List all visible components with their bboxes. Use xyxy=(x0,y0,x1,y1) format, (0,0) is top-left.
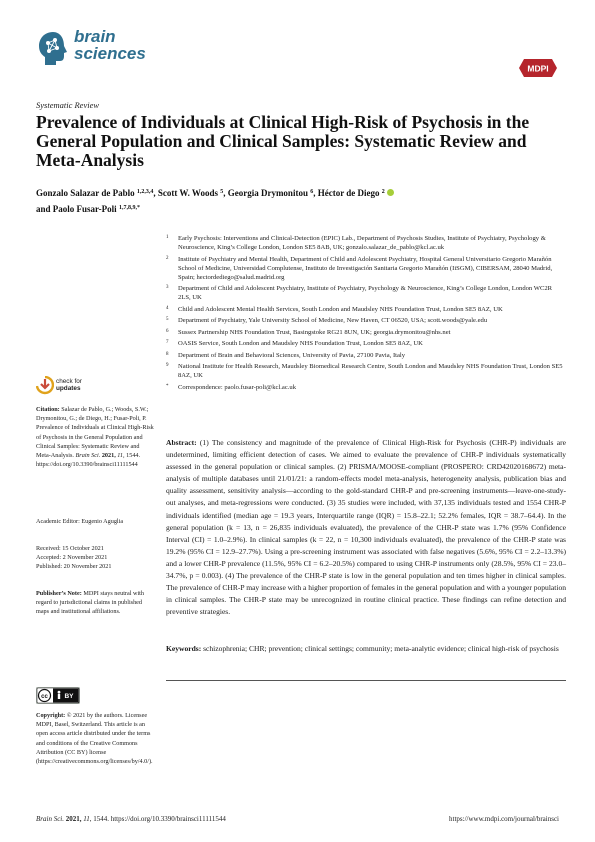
section-divider xyxy=(166,680,566,681)
brain-logo-icon xyxy=(36,30,70,68)
check-for-updates-button[interactable] xyxy=(36,374,96,400)
author-name: Georgia Drymonitou xyxy=(227,188,308,198)
author-name: Héctor de Diego xyxy=(317,188,380,198)
affiliation-number: * xyxy=(166,383,169,389)
abstract xyxy=(166,437,566,618)
affiliation-item xyxy=(166,383,566,392)
affiliation-number: 9 xyxy=(166,363,169,369)
citation-label: Citation: xyxy=(36,406,60,413)
author-affiliation-ref: 1,7,8,9,* xyxy=(118,205,140,211)
affiliation-item xyxy=(166,316,566,325)
cc-by-license-icon[interactable] xyxy=(36,687,80,704)
affiliation-text: Child and Adolescent Mental Health Services, South London and Maudsley NHS Foundation Trust, London SE5 8AZ, UK xyxy=(178,305,503,313)
affiliation-number: 3 xyxy=(166,285,169,291)
publisher-note-text: MDPI stays neutral with regard to jurisdictional claims in published maps and institutional affiliations. xyxy=(36,590,144,616)
affiliation-text: Early Psychosis: Interventions and Clinical-Detection (EPIC) Lab., Department of Psychosis Studies, Institute of Psychiatry, Psychology & Neuroscience, King’s College London, London SE5 8AB, UK; gonzalo.salazar_de_pablo@kcl.ac.uk xyxy=(178,235,546,252)
affiliation-item xyxy=(166,339,566,348)
affiliation-number: 4 xyxy=(166,305,169,311)
affiliation-text: Department of Psychiatry, Yale University School of Medicine, New Haven, CT 06520, USA; scott.woods@yale.edu xyxy=(178,317,488,325)
article-title: Prevalence of Individuals at Clinical High-Risk of Psychosis in the General Population and Clinical Samples: Systematic Review and Meta-Analysis xyxy=(36,112,530,170)
abstract-text: (1) The consistency and magnitude of the prevalence of Clinical High-Risk for Psychosis (CHR-P) individuals are undetermined, limiting efficient detection of cases. We aimed to evaluate the prevalence of CHR-P individuals systematically assessed in the general population or clinical samples. (2) PRISMA/MOOSE-compliant (PROSPERO: CRD42020168672) meta-analysis of multiple databases until 21/01/21: a random-effects model meta-analysis, heterogeneity analysis, publication bias and quality assessment, sensitivity analysis—according to the gold-standard CHR-P and pre-screening instruments—leave-one-study-out analyses, and meta-regressions were conducted. (3) 35 studies were included, with 37,135 individuals tested and 1554 CHR-P individuals identified (median age = 19.3 years, Interquartile range (IQR) = 15.8–22.1; 52.2% females, IQR = 38.7–64.4). In the general population (k = 13, n = 26,835 individuals evaluated), the prevalence of the CHR-P state was 1.7% (95% Confidence Interval (CI) = 1.0–2.9%). In clinical samples (k = 22, n = 10,300 individuals evaluated), the prevalence of the CHR-P state was 19.2% (95% CI = 12.9–27.7%). Using a pre-screening instrument was associated with false negatives (5.6%, 95% CI = 2.2–13.3%) and a lower CHR-P prevalence (11.5%, 95% CI = 6.2–20.5%) compared to using CHR-P instruments only (28.5%, 95% CI = 23.0–34.7%, p = 0.003). (4) The prevalence of the CHR-P state is low in the general population and ten times higher in clinical samples. The prevalence of CHR-P may increase with a higher proportion of females in the general population and with a younger population in clinical samples. The CHR-P state may be unrecognized in routine clinical practice. These findings can refine detection and preventive strategies. xyxy=(166,438,567,617)
keywords-text: schizophrenia; CHR; prevention; clinical settings; community; meta-analytic evidence; clinical high-risk of psychosis xyxy=(203,644,559,653)
journal-name-line1: brain xyxy=(74,27,116,46)
affiliations xyxy=(166,234,566,394)
article-type: Systematic Review xyxy=(36,100,100,110)
mdpi-logo xyxy=(518,58,558,78)
footer-citation xyxy=(36,815,226,823)
copyright-block xyxy=(36,711,154,766)
citation-doi-link[interactable]: 1544. https://doi.org/10.3390/brainsci11111544 xyxy=(36,452,141,469)
footer-doi-link[interactable]: 1544. https://doi.org/10.3390/brainsci11111544 xyxy=(93,815,226,823)
author-affiliation-ref: 5 xyxy=(220,189,224,195)
accepted-date: Accepted: 2 November 2021 xyxy=(36,554,108,562)
footer-year: 2021, xyxy=(65,815,82,823)
published-date: Published: 20 November 2021 xyxy=(36,563,112,571)
affiliation-text: Sussex Partnership NHS Foundation Trust, Basingstoke RG21 8UN, UK; georgia.drymonitou@nhs.net xyxy=(178,328,451,336)
cc-label: cc xyxy=(41,693,48,700)
keywords-label: Keywords: xyxy=(166,644,202,653)
footer-journal-url[interactable]: https://www.mdpi.com/journal/brainsci xyxy=(449,815,559,823)
affiliation-item xyxy=(166,284,566,302)
affiliation-item xyxy=(166,255,566,282)
author-affiliation-ref: 6 xyxy=(310,189,314,195)
check-updates-line1: check for xyxy=(56,378,82,385)
affiliation-number: 7 xyxy=(166,340,169,346)
author-affiliation-ref: 1,2,3,4 xyxy=(136,189,154,195)
citation-block xyxy=(36,405,154,469)
citation-volume: 11, xyxy=(117,452,125,460)
publisher-note-label: Publisher’s Note: xyxy=(36,590,82,597)
author-name: Gonzalo Salazar de Pablo xyxy=(36,188,135,198)
affiliation-number: 8 xyxy=(166,351,169,357)
author-list: Gonzalo Salazar de Pablo $^{1,2,3,4}$, Scott W. Woods $^5$, Georgia Drymonitou $^6$, Héctor de Diego $^2$ and Paolo Fusar-Poli $^{1,7,8,9,*}$ xyxy=(36,185,566,217)
affiliation-text: Department of Brain and Behavioral Sciences, University of Pavia, 27100 Pavia, Italy xyxy=(178,351,406,359)
citation-text: Salazar de Pablo, G.; Woods, S.W.; Drymonitou, G.; de Diego, H.; Fusar-Poli, P. Prevalence of Individuals at Clinical High-Risk of Psychosis in the General Population and Clinical Samples: Systematic Review and Meta-Analysis. xyxy=(36,406,154,460)
journal-name xyxy=(74,28,146,62)
keywords xyxy=(166,643,566,655)
author-affiliation-ref: 2 xyxy=(381,189,385,195)
affiliation-text: National Institute for Health Research, Maudsley Biomedical Research Centre, South London and Maudsley NHS Foundation Trust, London SE5 8AZ, UK xyxy=(178,363,563,380)
author-name: Paolo Fusar-Poli xyxy=(52,204,117,214)
affiliation-text: OASIS Service, South London and Maudsley NHS Foundation Trust, London SE5 8AZ, UK xyxy=(178,340,423,348)
footer-volume: 11, xyxy=(83,815,92,823)
affiliation-number: 6 xyxy=(166,328,169,334)
affiliation-item xyxy=(166,351,566,360)
affiliation-text: Institute of Psychiatry and Mental Health, Department of Child and Adolescent Psychiatry, Hospital General Universitario Gregorio Marañón School of Medicine, Universidad Complutense, Instituto de Investigación Sanitaria Gregorio Marañón (IiSGM), CIBERSAM, 28040 Madrid, Spain; hectordediego@salud.madrid.org xyxy=(178,255,553,281)
journal-logo xyxy=(36,26,156,84)
affiliation-number: 1 xyxy=(166,235,169,240)
citation-year: 2021, xyxy=(101,452,116,460)
copyright-label: Copyright: xyxy=(36,712,66,719)
check-updates-icon xyxy=(36,376,54,396)
affiliation-item xyxy=(166,328,566,337)
journal-name-line2: sciences xyxy=(74,44,146,63)
author-name: Scott W. Woods xyxy=(157,188,218,198)
affiliation-number: 5 xyxy=(166,317,169,323)
copyright-text: © 2021 by the authors. Licensee MDPI, Basel, Switzerland. This article is an open access article distributed under the terms and conditions of the Creative Commons Attribution (CC BY) license (https://creativecommons.org/licenses/by/4.0/). xyxy=(36,712,153,766)
orcid-icon[interactable] xyxy=(387,189,394,196)
dates-block xyxy=(36,544,154,572)
affiliation-item xyxy=(166,362,566,380)
affiliation-item xyxy=(166,234,566,252)
check-updates-label xyxy=(56,378,82,392)
academic-editor: Academic Editor: Eugenio Aguglia xyxy=(36,518,124,525)
footer-journal: Brain Sci. xyxy=(36,815,64,823)
cc-by-label: BY xyxy=(64,693,74,700)
correspondence-text: Correspondence: paolo.fusar-poli@kcl.ac.uk xyxy=(178,383,296,391)
received-date: Received: 15 October 2021 xyxy=(36,545,104,552)
publisher-note xyxy=(36,589,154,617)
abstract-label: Abstract: xyxy=(166,438,197,447)
affiliation-number: 2 xyxy=(166,255,169,261)
publisher-name: MDPI xyxy=(527,63,549,74)
citation-journal: Brain Sci. xyxy=(75,452,101,460)
affiliation-item xyxy=(166,305,566,314)
affiliation-text: Department of Child and Adolescent Psychiatry, Institute of Psychiatry, Psychology & Neuroscience, King’s College London, London WC2R 2LS, UK xyxy=(178,285,553,302)
check-updates-line2: updates xyxy=(56,385,81,392)
